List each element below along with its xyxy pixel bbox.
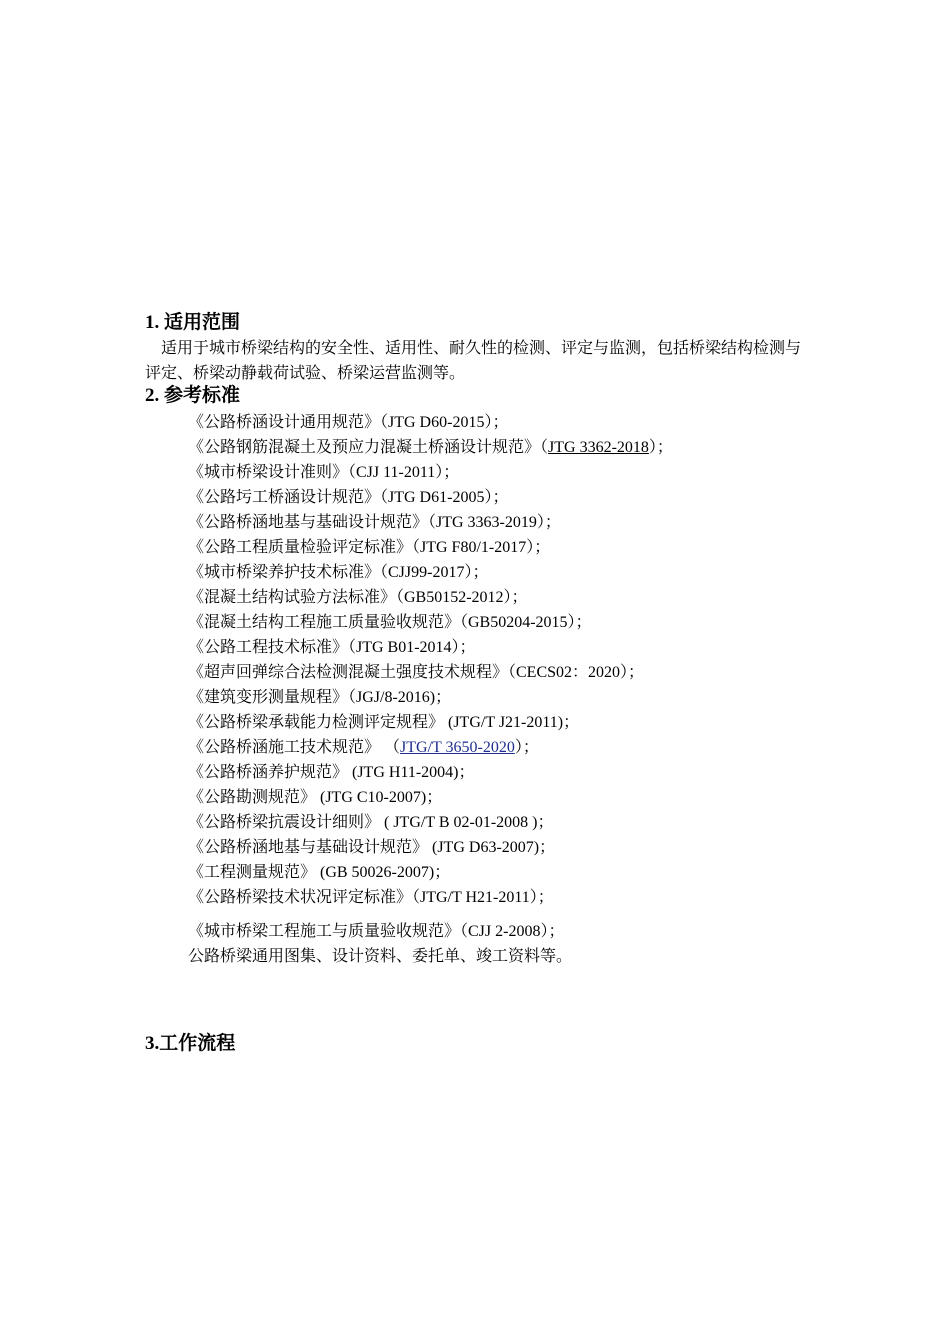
reference-item: 《公路工程技术标准》（JTG B01-2014）； xyxy=(188,639,476,656)
reference-item: 《公路圬工桥涵设计规范》（JTG D61-2005）； xyxy=(188,489,509,506)
reference-title: 《公路桥涵施工技术规范》 （ xyxy=(188,739,401,756)
section-heading-scope: 1. 适用范围 xyxy=(145,312,241,333)
reference-item: 《公路勘测规范》 (JTG C10-2007)； xyxy=(188,789,443,806)
reference-item: 《公路桥涵地基与基础设计规范》 (JTG D63-2007)； xyxy=(188,839,556,856)
reference-item: 《混凝土结构工程施工质量验收规范》（GB50204-2015）； xyxy=(188,614,592,631)
reference-item: 公路桥梁通用图集、设计资料、委托单、竣工资料等。 xyxy=(188,948,573,965)
reference-item: 《公路桥涵养护规范》 (JTG H11-2004)； xyxy=(188,764,475,781)
reference-item xyxy=(188,435,673,460)
scope-paragraph: 适用于城市桥梁结构的安全性、适用性、耐久性的检测、评定与监测，包括桥梁结构检测与评定、桥梁动静载荷试验、桥梁运营监测等。 xyxy=(145,340,802,382)
reference-title: 《公路钢筋混凝土及预应力混凝土桥涵设计规范》（ xyxy=(188,439,549,456)
reference-item: 《混凝土结构试验方法标准》（GB50152-2012）； xyxy=(188,589,528,606)
reference-code: JTG 3362-2018 xyxy=(548,439,649,456)
reference-item: 《城市桥梁设计准则》（CJJ 11-2011）； xyxy=(188,464,460,481)
reference-item: 《工程测量规范》 (GB 50026-2007)； xyxy=(188,864,451,881)
reference-item: 《公路工程质量检验评定标准》（JTG F80/1-2017）； xyxy=(188,539,551,556)
reference-suffix: ）； xyxy=(514,739,539,756)
reference-item: 《公路桥涵设计通用规范》（JTG D60-2015）； xyxy=(188,414,509,431)
reference-item: 《建筑变形测量规程》（JGJ/8-2016)； xyxy=(188,689,452,706)
section-heading-references: 2. 参考标准 xyxy=(145,385,241,406)
reference-code-link[interactable]: JTG/T 3650-2020 xyxy=(400,739,515,756)
reference-item: 《城市桥梁养护技术标准》（CJJ99-2017）； xyxy=(188,564,489,581)
reference-item: 《公路桥梁抗震设计细则》 ( JTG/T B 02-01-2008 )； xyxy=(188,814,554,831)
reference-item: 《公路桥涵地基与基础设计规范》（JTG 3363-2019）； xyxy=(188,514,561,531)
reference-item: 《城市桥梁工程施工与质量验收规范》（CJJ 2-2008）； xyxy=(188,923,565,940)
reference-standards-list xyxy=(188,410,673,969)
reference-item xyxy=(188,735,673,760)
reference-item: 《公路桥梁承载能力检测评定规程》 (JTG/T J21-2011)； xyxy=(188,714,580,731)
reference-item: 《超声回弹综合法检测混凝土强度技术规程》（CECS02：2020）； xyxy=(188,664,645,681)
reference-suffix: ）； xyxy=(648,439,673,456)
reference-item: 《公路桥梁技术状况评定标准》（JTG/T H21-2011）； xyxy=(188,889,554,906)
section-heading-workflow: 3.工作流程 xyxy=(145,1033,236,1054)
